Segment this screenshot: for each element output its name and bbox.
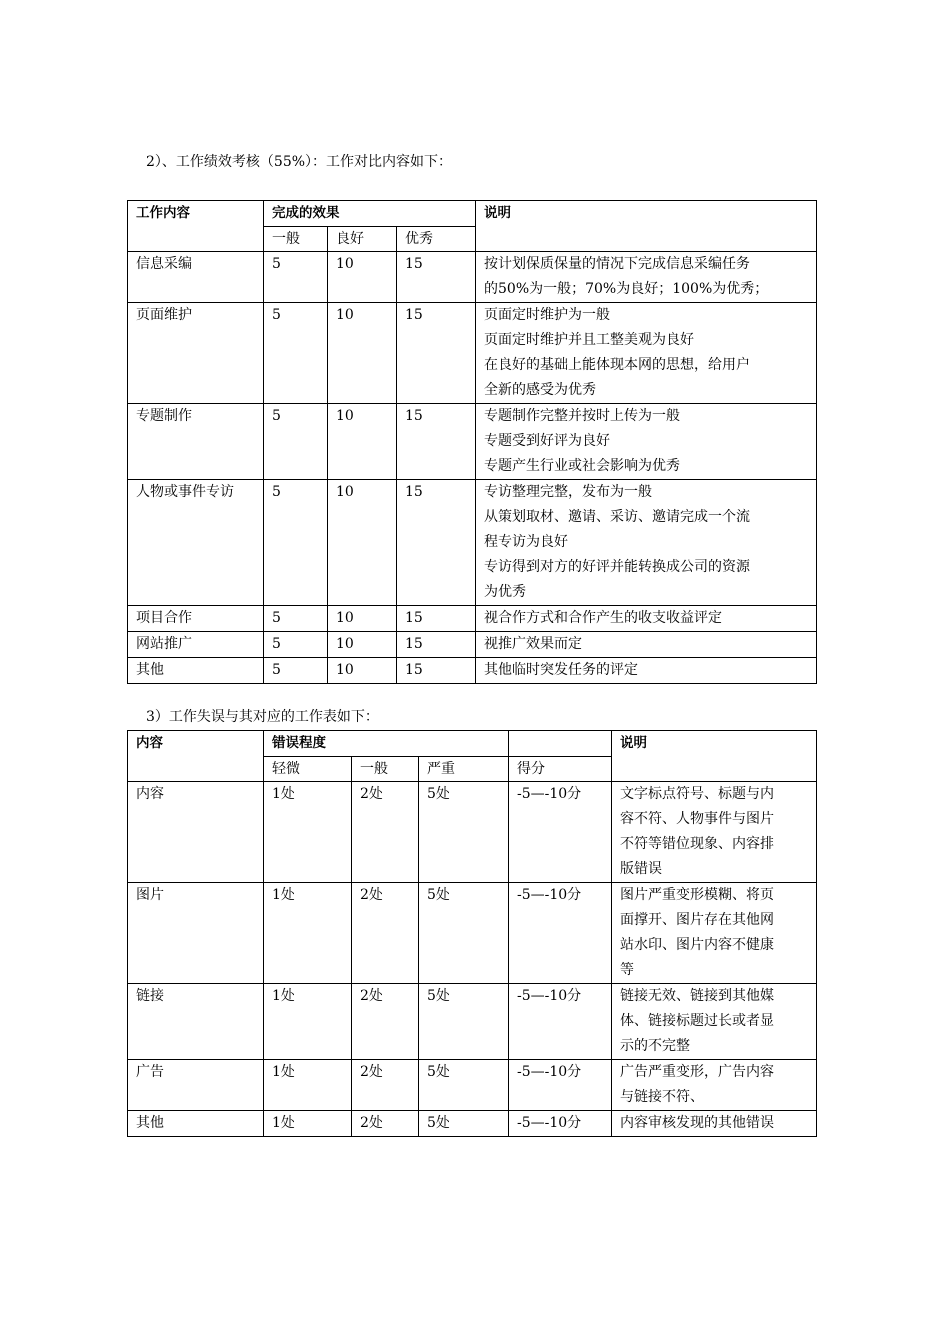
score-normal: 5 bbox=[264, 632, 328, 658]
score-excellent: 15 bbox=[397, 606, 476, 632]
row-note bbox=[476, 404, 817, 480]
header-level-normal: 一般 bbox=[264, 227, 328, 252]
count-minor: 1处 bbox=[264, 1060, 352, 1111]
header-effect: 完成的效果 bbox=[264, 201, 476, 227]
table-row bbox=[128, 252, 817, 303]
count-minor: 1处 bbox=[264, 1111, 352, 1137]
header-work-content: 工作内容 bbox=[128, 201, 264, 252]
note-line: 全新的感受为优秀 bbox=[484, 382, 596, 398]
section2-heading: 2）、工作绩效考核（55%）：工作对比内容如下： bbox=[146, 154, 453, 170]
score-normal: 5 bbox=[264, 303, 328, 404]
note-line: 页面定时维护为一般 bbox=[484, 307, 610, 323]
note-line: 为优秀 bbox=[484, 584, 526, 600]
error-table bbox=[127, 730, 817, 1137]
row-score: -5—-10分 bbox=[509, 883, 612, 984]
header-level-minor: 轻微 bbox=[264, 757, 352, 782]
note-line: 文字标点符号、标题与内 bbox=[620, 786, 774, 802]
row-name: 页面维护 bbox=[128, 303, 264, 404]
score-normal: 5 bbox=[264, 606, 328, 632]
note-line: 容不符、人物事件与图片 bbox=[620, 811, 774, 827]
count-normal: 2处 bbox=[352, 782, 419, 883]
header-degree: 错误程度 bbox=[264, 731, 509, 757]
note-line: 等 bbox=[620, 962, 634, 978]
note-line: 按计划保质保量的情况下完成信息采编任务 bbox=[484, 256, 750, 272]
score-excellent: 15 bbox=[397, 404, 476, 480]
header-score: 得分 bbox=[509, 757, 612, 782]
header-level-normal: 一般 bbox=[352, 757, 419, 782]
count-severe: 5处 bbox=[419, 883, 509, 984]
row-score: -5—-10分 bbox=[509, 984, 612, 1060]
row-name: 网站推广 bbox=[128, 632, 264, 658]
header-level-good: 良好 bbox=[328, 227, 397, 252]
row-note bbox=[612, 984, 817, 1060]
note-line: 其他临时突发任务的评定 bbox=[484, 662, 638, 678]
header-note: 说明 bbox=[612, 731, 817, 782]
count-normal: 2处 bbox=[352, 883, 419, 984]
row-note bbox=[476, 480, 817, 606]
section3-heading: 3）工作失误与其对应的工作表如下： bbox=[146, 709, 379, 725]
table-row bbox=[128, 606, 817, 632]
score-excellent: 15 bbox=[397, 252, 476, 303]
table-header-row bbox=[128, 201, 817, 227]
table-row bbox=[128, 658, 817, 684]
score-excellent: 15 bbox=[397, 303, 476, 404]
row-name: 项目合作 bbox=[128, 606, 264, 632]
score-normal: 5 bbox=[264, 658, 328, 684]
row-name: 人物或事件专访 bbox=[128, 480, 264, 606]
note-line: 程专访为良好 bbox=[484, 534, 568, 550]
note-line: 在良好的基础上能体现本网的思想，给用户 bbox=[484, 357, 750, 373]
score-good: 10 bbox=[328, 252, 397, 303]
note-line: 示的不完整 bbox=[620, 1038, 690, 1054]
row-name: 链接 bbox=[128, 984, 264, 1060]
note-line: 面撑开、图片存在其他网 bbox=[620, 912, 774, 928]
row-note bbox=[476, 303, 817, 404]
count-normal: 2处 bbox=[352, 1111, 419, 1137]
table-row bbox=[128, 883, 817, 984]
header-empty-cell bbox=[509, 731, 612, 757]
score-excellent: 15 bbox=[397, 658, 476, 684]
row-score: -5—-10分 bbox=[509, 782, 612, 883]
row-name: 图片 bbox=[128, 883, 264, 984]
row-note bbox=[612, 883, 817, 984]
row-name: 其他 bbox=[128, 658, 264, 684]
performance-table bbox=[127, 200, 817, 684]
note-line: 视合作方式和合作产生的收支收益评定 bbox=[484, 610, 722, 626]
row-note bbox=[612, 782, 817, 883]
score-normal: 5 bbox=[264, 252, 328, 303]
score-good: 10 bbox=[328, 606, 397, 632]
row-note bbox=[612, 1060, 817, 1111]
table-header-row bbox=[128, 731, 817, 757]
table-row bbox=[128, 782, 817, 883]
note-line: 内容审核发现的其他错误 bbox=[620, 1115, 774, 1131]
score-good: 10 bbox=[328, 404, 397, 480]
note-line: 图片严重变形模糊、将页 bbox=[620, 887, 774, 903]
score-good: 10 bbox=[328, 658, 397, 684]
header-note: 说明 bbox=[476, 201, 817, 252]
row-name: 其他 bbox=[128, 1111, 264, 1137]
note-line: 与链接不符、 bbox=[620, 1089, 704, 1105]
note-line: 专题制作完整并按时上传为一般 bbox=[484, 408, 680, 424]
note-line: 不符等错位现象、内容排 bbox=[620, 836, 774, 852]
row-note bbox=[476, 658, 817, 684]
score-normal: 5 bbox=[264, 404, 328, 480]
count-severe: 5处 bbox=[419, 1060, 509, 1111]
table-row bbox=[128, 984, 817, 1060]
count-normal: 2处 bbox=[352, 984, 419, 1060]
row-name: 内容 bbox=[128, 782, 264, 883]
note-line: 专题受到好评为良好 bbox=[484, 433, 610, 449]
row-note bbox=[476, 252, 817, 303]
note-line: 从策划取材、邀请、采访、邀请完成一个流 bbox=[484, 509, 750, 525]
count-minor: 1处 bbox=[264, 984, 352, 1060]
score-normal: 5 bbox=[264, 480, 328, 606]
note-line: 页面定时维护并且工整美观为良好 bbox=[484, 332, 694, 348]
count-normal: 2处 bbox=[352, 1060, 419, 1111]
table-row bbox=[128, 404, 817, 480]
note-line: 的50%为一般；70%为良好；100%为优秀； bbox=[484, 281, 769, 297]
row-name: 广告 bbox=[128, 1060, 264, 1111]
header-level-severe: 严重 bbox=[419, 757, 509, 782]
row-note bbox=[476, 606, 817, 632]
note-line: 版错误 bbox=[620, 861, 662, 877]
note-line: 站水印、图片内容不健康 bbox=[620, 937, 774, 953]
score-good: 10 bbox=[328, 480, 397, 606]
count-severe: 5处 bbox=[419, 1111, 509, 1137]
score-excellent: 15 bbox=[397, 480, 476, 606]
row-name: 信息采编 bbox=[128, 252, 264, 303]
table-row bbox=[128, 1060, 817, 1111]
row-name: 专题制作 bbox=[128, 404, 264, 480]
score-good: 10 bbox=[328, 303, 397, 404]
count-severe: 5处 bbox=[419, 984, 509, 1060]
count-minor: 1处 bbox=[264, 782, 352, 883]
table-row bbox=[128, 1111, 817, 1137]
note-line: 链接无效、链接到其他媒 bbox=[620, 988, 774, 1004]
row-note bbox=[476, 632, 817, 658]
score-excellent: 15 bbox=[397, 632, 476, 658]
note-line: 专题产生行业或社会影响为优秀 bbox=[484, 458, 680, 474]
row-score: -5—-10分 bbox=[509, 1060, 612, 1111]
score-good: 10 bbox=[328, 632, 397, 658]
table-row bbox=[128, 303, 817, 404]
count-severe: 5处 bbox=[419, 782, 509, 883]
note-line: 视推广效果而定 bbox=[484, 636, 582, 652]
note-line: 体、链接标题过长或者显 bbox=[620, 1013, 774, 1029]
row-note bbox=[612, 1111, 817, 1137]
table-row bbox=[128, 632, 817, 658]
note-line: 广告严重变形，广告内容 bbox=[620, 1064, 774, 1080]
note-line: 专访整理完整，发布为一般 bbox=[484, 484, 652, 500]
row-score: -5—-10分 bbox=[509, 1111, 612, 1137]
header-content: 内容 bbox=[128, 731, 264, 782]
table-row bbox=[128, 480, 817, 606]
note-line: 专访得到对方的好评并能转换成公司的资源 bbox=[484, 559, 750, 575]
header-level-excellent: 优秀 bbox=[397, 227, 476, 252]
count-minor: 1处 bbox=[264, 883, 352, 984]
